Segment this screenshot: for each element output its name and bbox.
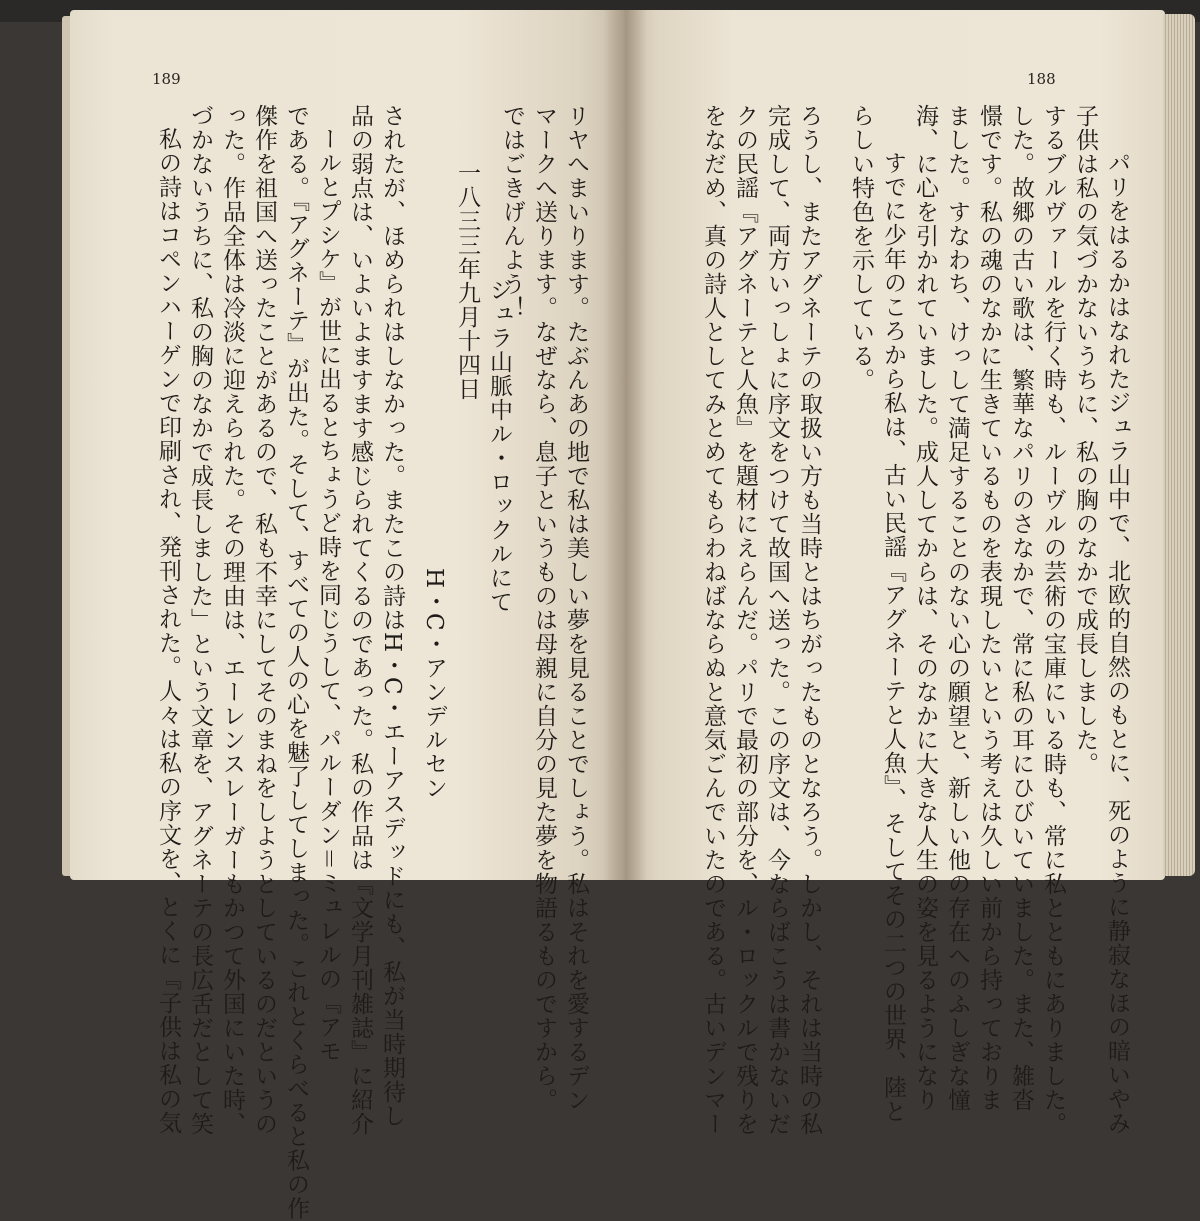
text-line: った。作品全体は冷淡に迎えられた。その理由は、エーレンスレーガーもかつて外国にいた時、: [219, 104, 245, 1136]
text-line: した。故郷の古い歌は、繁華なパリのさなかで、常に私の耳にひびいていました。また、雑沓: [1008, 104, 1034, 1112]
text-line: ではごきげんよう！: [499, 104, 525, 320]
text-line: 子供は私の気づかないうちに、私の胸のなかで成長しました。: [1072, 104, 1098, 776]
page-number-left: 189: [152, 70, 181, 88]
text-line: クの民謡『アグネーテと人魚』を題材にえらんだ。パリで最初の部分を、ル・ロックルで残りを: [732, 104, 758, 1136]
text-line: づかないうちに、私の胸のなかで成長しました」という文章を、アグネーテの長広舌だとして笑: [187, 104, 213, 1136]
text-line: 海、に心を引かれていました。成人してからは、そのなかに大きな人生の姿を見るようになり: [912, 104, 938, 1112]
signature-name: H・C・アンデルセン: [421, 568, 447, 800]
text-line: されたが、ほめられはしなかった。またこの詩はH・C・エーアスデッドにも、私が当時期待し: [379, 104, 405, 1128]
text-line: リヤへまいります。たぶんあの地で私は美しい夢を見ることでしょう。私はそれを愛するデン: [563, 104, 589, 1112]
right-page: [625, 10, 1165, 1136]
text-line: 品の弱点は、いよいよますます感じられてくるのであった。私の作品は『文学月刊雑誌』に紹介: [347, 104, 373, 1136]
signature-date: 一八三三年九月十四日: [454, 161, 480, 401]
left-body-text: [152, 104, 408, 1221]
text-line: するブルヴァールを行く時も、ルーヴルの芸術の宝庫にいる時も、常に私とともにありました。: [1040, 104, 1066, 1136]
text-line: 完成して、両方いっしょに序文をつけて故国へ送った。この序文は、今ならばこうは書かないだ: [764, 104, 790, 1136]
text-line: マークへ送ります。なぜなら、息子というものは母親に自分の見た夢を物語るものですから。: [531, 104, 557, 1112]
text-line: ールとプシケ』が世に出るとちょうど時を同じうして、パルーダン＝ミュレルの『アモ: [315, 127, 341, 1063]
book-page-edges: [1163, 14, 1195, 876]
text-line: すでに少年のころから私は、古い民謡『アグネーテと人魚』、そしてその二つの世界、陸と: [880, 127, 906, 1124]
signature-place: ジュラ山脈中ル・ロックルにて: [486, 278, 512, 614]
text-line: である。『アグネーテ』が出た。そして、すべての人の心を魅了してしまった。これとくらべると私の作: [283, 104, 309, 1221]
letter-closing: [496, 104, 592, 1112]
right-body-text: [697, 104, 1133, 1136]
book-gutter-shadow: [603, 10, 647, 880]
text-line: パリをはるかはなれたジュラ山中で、北欧的自然のもとに、死のように静寂なほの暗いやみ: [1104, 127, 1130, 1135]
text-line: 憬です。私の魂のなかに生きているものを表現したいという考えは久しい前から持っておりま: [976, 104, 1002, 1112]
text-line: 私の詩はコペンハーゲンで印刷され、発刊された。人々は私の序文を、とくに『子供は私の気: [155, 127, 181, 1135]
page-number-right: 188: [1027, 70, 1056, 88]
text-line: ろうし、またアグネーテの取扱い方も当時とはちがったものとなろう。しかし、それは当時の私: [796, 104, 822, 1136]
text-line: ました。すなわち、けっして満足することのない心の願望と、新しい他の存在へのふしぎな憧: [944, 104, 970, 1112]
text-line: 傑作を祖国へ送ったことがあるので、私も不幸にしてそのまねをしようとしているのだというの: [251, 104, 277, 1136]
text-line: をなだめ、真の詩人としてみとめてもらわねばならぬと意気ごんでいたのである。古いデンマー: [700, 104, 726, 1136]
text-line: らしい特色を示している。: [848, 104, 874, 392]
letter-signature: [418, 138, 450, 800]
left-page: [70, 10, 625, 1221]
